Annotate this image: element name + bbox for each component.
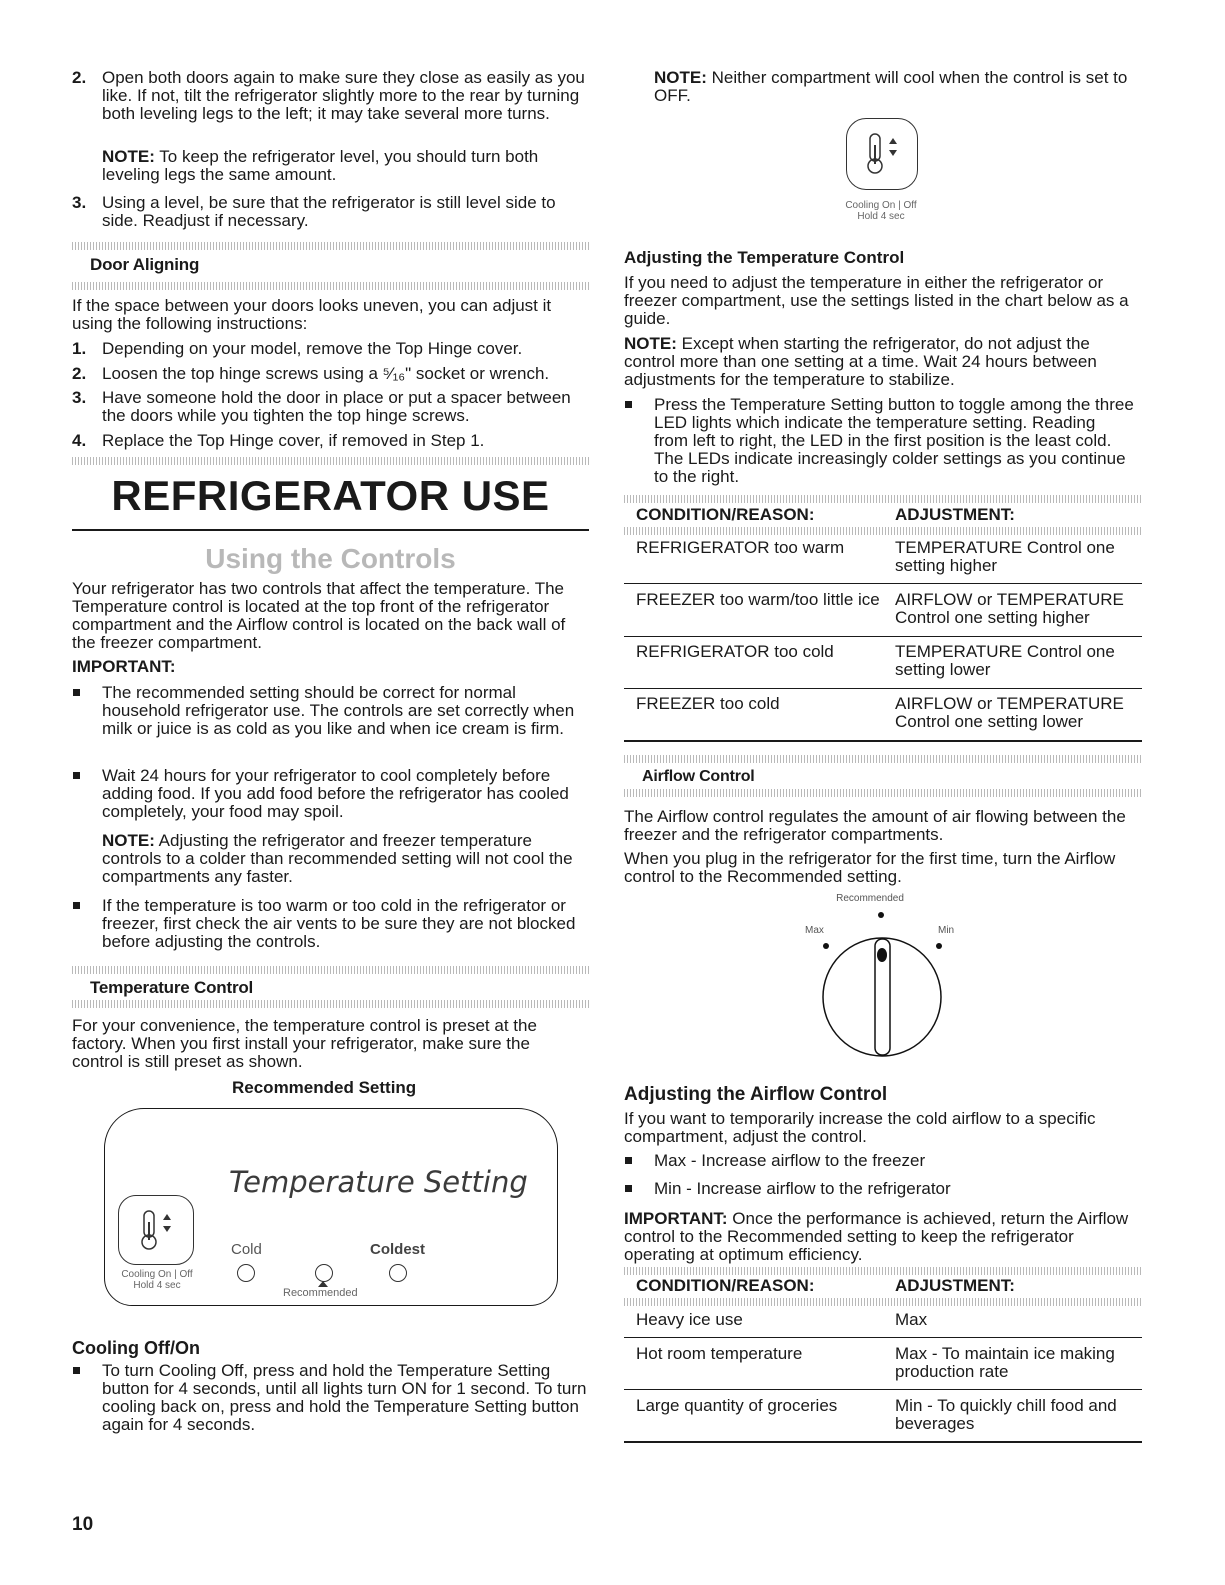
important-label: IMPORTANT: — [624, 1209, 728, 1228]
step-text: Using a level, be sure that the refrigerator is still level side to side. Readjust if necessary. — [102, 193, 556, 230]
important-label: IMPORTANT: — [72, 657, 176, 676]
note-paragraph — [654, 69, 1144, 105]
bullet-marker — [73, 689, 80, 696]
bullet-text: The recommended setting should be correct for normal household refrigerator use. The controls are set correctly when milk or juice is as cold as you like and when ice cream is firm. — [102, 683, 575, 738]
cold-label: Cold — [231, 1241, 262, 1258]
note-label: NOTE: — [102, 147, 155, 166]
led-3 — [389, 1264, 407, 1282]
bullet-text: Press the Temperature Setting button to toggle among the three LED lights which indicate the temperature setting. Reading from left to right, the LED in the first position is the least cold. The LEDs indicate increasingly colder settings as you continue to the right. — [654, 395, 1134, 486]
section-divider — [72, 242, 589, 250]
important-paragraph — [624, 1210, 1144, 1264]
table-cell: AIRFLOW or TEMPERATURE Control one setting lower — [895, 694, 1124, 731]
step-number: 3. — [72, 388, 87, 407]
section-divider — [72, 282, 589, 290]
bullet-text: If the temperature is too warm or too cold in the refrigerator or freezer, first check the air vents to be sure they are not blocked before adjusting the controls. — [102, 896, 576, 951]
step-number: 2. — [72, 364, 87, 383]
cooling-button[interactable] — [846, 118, 918, 190]
title-rule — [72, 529, 589, 531]
note-paragraph — [102, 148, 572, 184]
bullet-marker — [73, 902, 80, 909]
step-number: 1. — [72, 339, 87, 358]
table-cell: REFRIGERATOR too warm — [636, 538, 845, 557]
bullet-text: Max - Increase airflow to the freezer — [654, 1151, 926, 1170]
controls-intro: Your refrigerator has two controls that affect the temperature. The Temperature control is located at the top front of the refrigerator compartment and the Airflow control is located on the back wall of the freezer compartment. — [72, 579, 566, 652]
button-caption-line1: Cooling On | Off — [845, 200, 917, 211]
note-label: NOTE: — [624, 334, 677, 353]
cooling-heading: Cooling Off/On — [72, 1338, 200, 1358]
table-row-rule — [624, 583, 1142, 584]
cooling-text: To turn Cooling Off, press and hold the Temperature Setting button for 4 seconds, until all lights turn ON for 1 second. To turn cooling back on, press and hold the Temperature Setting button again for 4 seconds. — [102, 1361, 587, 1434]
section-divider — [72, 966, 589, 974]
temperature-setting-panel — [104, 1108, 558, 1306]
airflow-text: When you plug in the refrigerator for the first time, turn the Airflow control to the Recommended setting. — [624, 849, 1116, 886]
step-text: Loosen the top hinge screws using a ⁵⁄₁₆" socket or wrench. — [102, 364, 550, 383]
temperature-setting-button[interactable] — [118, 1195, 194, 1265]
table-cell: TEMPERATURE Control one setting higher — [895, 538, 1115, 575]
button-caption — [820, 200, 942, 222]
table-header-adjustment: ADJUSTMENT: — [895, 505, 1015, 524]
table-cell: FREEZER too cold — [636, 694, 780, 713]
table-cell: Max - To maintain ice making production rate — [895, 1344, 1115, 1381]
table-header-adjustment: ADJUSTMENT: — [895, 1276, 1015, 1295]
airflow-dial-icon[interactable] — [800, 905, 970, 1065]
table-bottom-rule — [624, 1441, 1142, 1443]
step-number: 4. — [72, 431, 87, 450]
bullet-marker — [625, 401, 632, 408]
table-row-rule — [624, 1389, 1142, 1390]
adjusting-airflow-heading: Adjusting the Airflow Control — [624, 1084, 888, 1105]
led-2 — [315, 1264, 333, 1282]
step-text: Depending on your model, remove the Top Hinge cover. — [102, 339, 523, 358]
section-divider — [624, 755, 1142, 763]
important-text: Once the performance is achieved, return the Airflow control to the Recommended setting to keep the refrigerator operating at optimum efficiency. — [624, 1209, 1129, 1264]
bullet-marker — [73, 1367, 80, 1374]
table-rule — [624, 495, 1142, 503]
section-divider — [72, 457, 589, 465]
door-aligning-heading: Door Aligning — [90, 255, 200, 274]
step-text: Open both doors again to make sure they close as easily as you like. If not, tilt the refrigerator slightly more to the rear by turning both leveling legs to the left; it may take several more turns. — [102, 68, 585, 123]
door-aligning-intro: If the space between your doors looks uneven, you can adjust it using the following instructions: — [72, 296, 552, 333]
step-number: 2. — [72, 68, 87, 87]
airflow-text: The Airflow control regulates the amount of air flowing between the freezer and the refrigerator compartments. — [624, 807, 1126, 844]
figure-caption: Recommended Setting — [232, 1078, 417, 1097]
table-cell: Max — [895, 1310, 928, 1329]
thermometer-icon — [119, 1196, 193, 1264]
bullet-marker — [73, 772, 80, 779]
adjusting-temperature-heading: Adjusting the Temperature Control — [624, 248, 905, 267]
adjusting-temperature-text: If you need to adjust the temperature in either the refrigerator or freezer compartment, use the settings listed in the chart below as a guide. — [624, 273, 1129, 328]
led-1 — [237, 1264, 255, 1282]
step-text: Replace the Top Hinge cover, if removed in Step 1. — [102, 431, 485, 450]
section-divider — [72, 1000, 589, 1008]
airflow-heading: Airflow Control — [642, 768, 755, 785]
button-caption-line1: Cooling On | Off — [121, 1269, 193, 1280]
note-text: Neither compartment will cool when the control is set to OFF. — [654, 68, 1128, 105]
thermometer-icon — [847, 119, 917, 189]
step-number: 3. — [72, 193, 87, 212]
step-text: Have someone hold the door in place or put a spacer between the doors while you tighten the top hinge screws. — [102, 388, 571, 425]
bullet-text: Min - Increase airflow to the refrigerator — [654, 1179, 951, 1198]
note-label: NOTE: — [654, 68, 707, 87]
table-rule — [624, 527, 1142, 535]
table-header-condition: CONDITION/REASON: — [636, 1276, 815, 1295]
button-caption-line2: Hold 4 sec — [857, 211, 905, 222]
table-cell: Hot room temperature — [636, 1344, 803, 1363]
note-paragraph — [102, 832, 582, 886]
table-rule — [624, 1298, 1142, 1306]
recommended-label: Recommended — [283, 1287, 358, 1299]
coldest-label: Coldest — [370, 1241, 426, 1258]
dial-min-label: Min — [938, 925, 955, 936]
button-caption — [111, 1269, 203, 1291]
table-header-condition: CONDITION/REASON: — [636, 505, 815, 524]
bullet-text: Wait 24 hours for your refrigerator to cool completely before adding food. If you add food before the refrigerator has cooled completely, your food may spoil. — [102, 766, 569, 821]
dial-recommended-label: Recommended — [836, 893, 904, 904]
table-row-rule — [624, 688, 1142, 689]
bullet-marker — [625, 1185, 632, 1192]
note-label: NOTE: — [102, 831, 155, 850]
section-divider — [624, 789, 1142, 797]
table-cell: TEMPERATURE Control one setting lower — [895, 642, 1115, 679]
button-caption-line2: Hold 4 sec — [133, 1280, 181, 1291]
panel-title: Temperature Setting — [229, 1165, 528, 1199]
adjusting-airflow-text: If you want to temporarily increase the cold airflow to a specific compartment, adjust the control. — [624, 1109, 1096, 1146]
table-bottom-rule — [624, 740, 1142, 742]
note-text: Except when starting the refrigerator, do not adjust the control more than one setting at a time. Wait 24 hours between adjustments for the temperature to stabilize. — [624, 334, 1097, 389]
dial-max-label: Max — [805, 925, 824, 936]
table-row-rule — [624, 1337, 1142, 1338]
table-cell: REFRIGERATOR too cold — [636, 642, 834, 661]
bullet-marker — [625, 1157, 632, 1164]
table-rule — [624, 1267, 1142, 1275]
table-cell: AIRFLOW or TEMPERATURE Control one setting higher — [895, 590, 1124, 627]
note-text: To keep the refrigerator level, you should turn both leveling legs the same amount. — [102, 147, 539, 184]
section-title: Using the Controls — [205, 543, 456, 574]
temperature-control-text: For your convenience, the temperature control is preset at the factory. When you first install your refrigerator, make sure the control is still preset as shown. — [72, 1016, 537, 1071]
table-cell: Min - To quickly chill food and beverages — [895, 1396, 1117, 1433]
table-cell: Heavy ice use — [636, 1310, 743, 1329]
page-number: 10 — [72, 1514, 94, 1535]
table-cell: FREEZER too warm/too little ice — [636, 590, 880, 609]
temperature-control-heading: Temperature Control — [90, 978, 254, 997]
note-paragraph — [624, 335, 1139, 389]
table-cell: Large quantity of groceries — [636, 1396, 838, 1415]
page-title: REFRIGERATOR USE — [111, 472, 550, 519]
table-row-rule — [624, 636, 1142, 637]
note-text: Adjusting the refrigerator and freezer temperature controls to a colder than recommended setting will not cool the compartments any faster. — [102, 831, 573, 886]
